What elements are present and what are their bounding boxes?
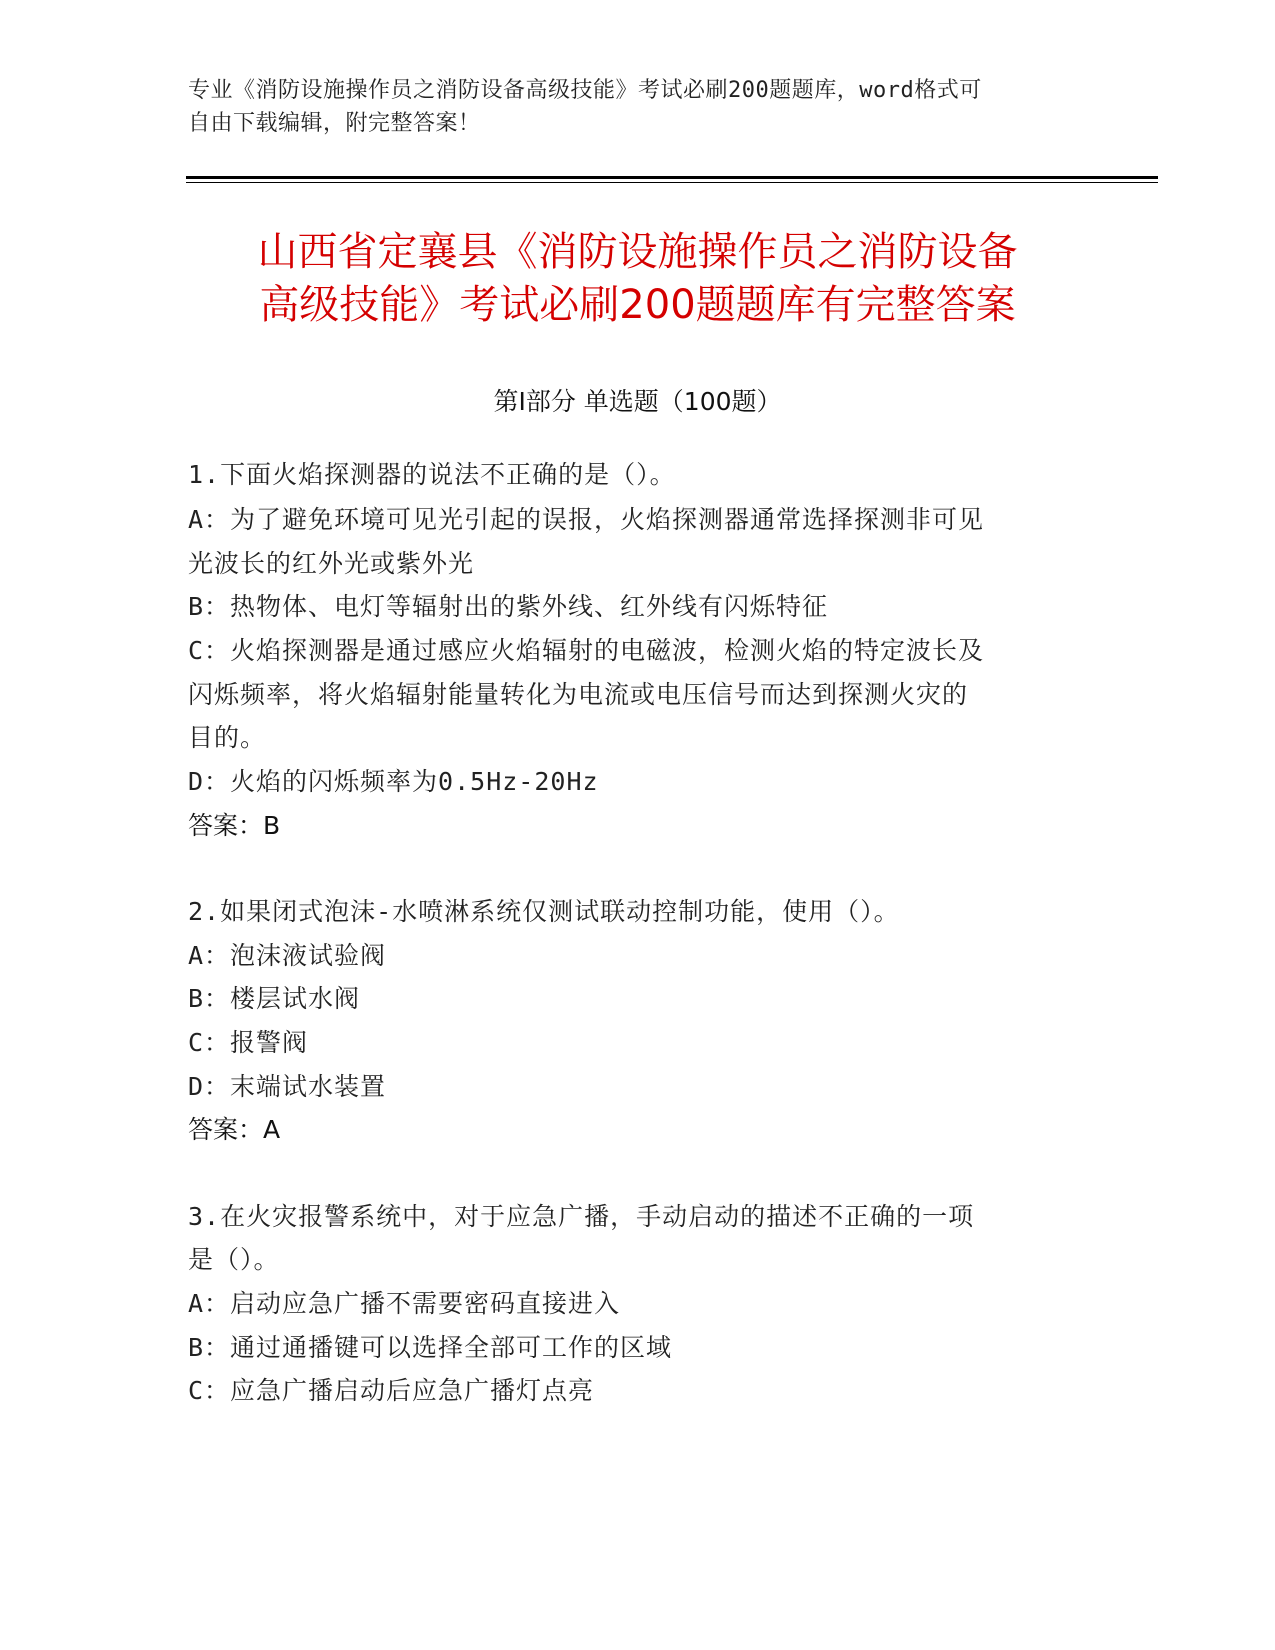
question-3-option-c: C：应急广播启动后应急广播灯点亮 [188,1376,595,1405]
document-title-line-2: 高级技能》考试必刷200题题库有完整答案 [259,282,1016,328]
question-3-stem-cont: 是（）。 [188,1245,280,1274]
header-divider-thin [186,182,1158,183]
header-note-line-1: 专业《消防设施操作员之消防设备高级技能》考试必刷200题题库，word格式可 [188,78,982,103]
question-1-option-d: D：火焰的闪烁频率为0.5Hz-20Hz [188,767,599,796]
question-2-option-c: C：报警阀 [188,1028,309,1057]
question-1-option-a-cont: 光波长的红外光或紫外光 [188,549,475,578]
question-2-option-a: A：泡沫液试验阀 [188,941,387,970]
question-1-option-c: C：火焰探测器是通过感应火焰辐射的电磁波，检测火焰的特定波长及 [188,636,985,665]
question-2-option-d: D：末端试水装置 [188,1072,387,1101]
question-1-stem: 1.下面火焰探测器的说法不正确的是（）。 [188,460,676,489]
question-1-answer: 答案：B [188,811,281,840]
document-title [150,226,1125,332]
question-1-option-b: B：热物体、电灯等辐射出的紫外线、红外线有闪烁特征 [188,592,829,621]
header-note [188,74,1068,140]
question-2-option-b: B：楼层试水阀 [188,984,361,1013]
document-title-line-1: 山西省定襄县《消防设施操作员之消防设备 [257,229,1018,275]
question-1-option-c-cont-1: 闪烁频率，将火焰辐射能量转化为电流或电压信号而达到探测火灾的 [188,680,969,709]
section-heading: 第Ⅰ部分 单选题（100题） [493,387,782,416]
header-divider-thick [186,176,1158,179]
question-3-option-a: A：启动应急广播不需要密码直接进入 [188,1289,621,1318]
question-3-option-b: B：通过通播键可以选择全部可工作的区域 [188,1333,673,1362]
question-2-answer: 答案：A [188,1115,281,1144]
question-2-stem: 2.如果闭式泡沫-水喷淋系统仅测试联动控制功能，使用（）。 [188,897,900,926]
question-1-option-a: A：为了避免环境可见光引起的误报，火焰探测器通常选择探测非可见 [188,505,985,534]
question-1-option-c-cont-2: 目的。 [188,723,267,752]
header-note-line-2: 自由下载编辑，附完整答案！ [188,111,481,136]
question-3-stem: 3.在火灾报警系统中，对于应急广播，手动启动的描述不正确的一项 [188,1202,975,1231]
